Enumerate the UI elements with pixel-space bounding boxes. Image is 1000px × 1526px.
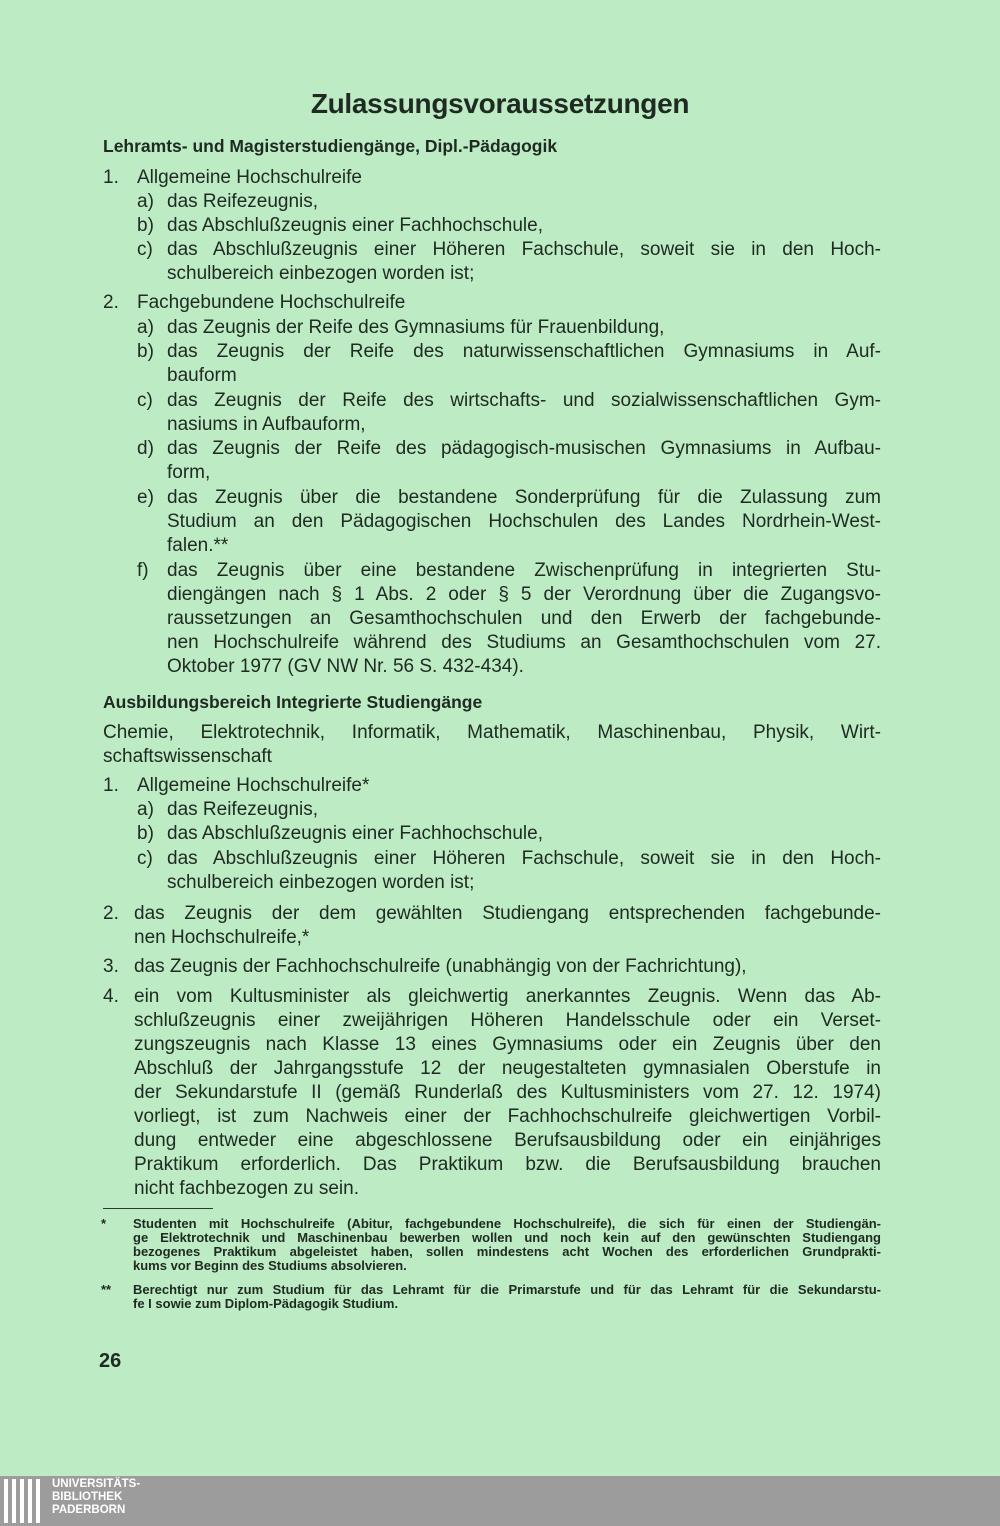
- sub-item-text: das Reifezeugnis,: [167, 799, 319, 820]
- list-item-text: dung entweder eine abgeschlossene Berufsausbildung oder ein einjähriges: [134, 1130, 881, 1151]
- sub-item-text: das Zeugnis über eine bestandene Zwischenprüfung in integrierten Stu-: [167, 560, 881, 581]
- sub-item-text: das Zeugnis der Reife des naturwissenschaftlichen Gymnasiums in Auf-: [167, 341, 881, 362]
- sub-item-text: das Reifezeugnis,: [167, 191, 319, 212]
- page-title: Zulassungsvoraussetzungen: [310, 88, 690, 119]
- list-item-heading: Allgemeine Hochschulreife: [137, 167, 362, 188]
- list-item-text: zungszeugnis nach Klasse 13 eines Gymnasiums oder ein Zeugnis über den: [134, 1034, 881, 1055]
- list-number: 3.: [103, 956, 119, 977]
- sub-item-label: f): [137, 560, 149, 581]
- library-name-line: BIBLIOTHEK: [52, 1491, 123, 1503]
- sub-item-label: c): [137, 239, 153, 260]
- sub-item-text: Studium an den Pädagogischen Hochschulen des Landes Nordrhein-West-: [167, 511, 881, 532]
- list-number: 1.: [103, 775, 119, 796]
- sub-item-text: das Zeugnis der Reife des wirtschafts- und sozialwissenschaftlichen Gym-: [167, 390, 881, 411]
- list-item-text: der Sekundarstufe II (gemäß Runderlaß des Kultusministers vom 27. 12. 1974): [134, 1082, 881, 1103]
- sub-item-text: raussetzungen an Gesamthochschulen und den Erwerb der fachgebunde-: [167, 608, 881, 629]
- list-item-heading: Fachgebundene Hochschulreife: [137, 292, 406, 313]
- sub-item-text: falen.**: [167, 535, 229, 556]
- section-heading-integrierte: Ausbildungsbereich Integrierte Studiengänge: [103, 692, 483, 712]
- sub-item-text: das Abschlußzeugnis einer Fachhochschule,: [167, 823, 544, 844]
- sub-item-text: diengängen nach § 1 Abs. 2 oder § 5 der Verordnung über die Zugangsvo-: [167, 584, 881, 605]
- footnote-text: Berechtigt nur zum Studium für das Lehramt für die Primarstufe und für das Lehramt für die Sekundarstu-: [133, 1282, 881, 1297]
- sub-item-text: bauform: [167, 365, 237, 386]
- list-number: 4.: [103, 986, 119, 1007]
- list-number: 1.: [103, 167, 119, 188]
- footnote-text: Studenten mit Hochschulreife (Abitur, fachgebundene Hochschulreife), die sich für einen der Studiengän-: [133, 1216, 881, 1231]
- sub-item-label: c): [137, 390, 153, 411]
- library-logo-icon: [4, 1479, 48, 1523]
- list-item-text: Abschluß der Jahrgangsstufe 12 der neugestalteten gymnasialen Oberstufe in: [134, 1058, 881, 1079]
- footnote-text: fe I sowie zum Diplom-Pädagogik Studium.: [133, 1296, 399, 1311]
- sub-item-text: das Zeugnis über die bestandene Sonderprüfung für die Zulassung zum: [167, 487, 881, 508]
- list-number: 2.: [103, 292, 119, 313]
- sub-item-text: das Abschlußzeugnis einer Fachhochschule,: [167, 215, 544, 236]
- list-item-text: schlußzeugnis einer zweijährigen Höheren Handelsschule oder ein Verset-: [134, 1010, 881, 1031]
- list-item-text: das Zeugnis der Fachhochschulreife (unabhängig von der Fachrichtung),: [134, 956, 747, 977]
- sub-item-label: a): [137, 191, 154, 212]
- sub-item-label: a): [137, 317, 154, 338]
- sub-item-label: b): [137, 823, 154, 844]
- sub-item-text: das Abschlußzeugnis einer Höheren Fachschule, soweit sie in den Hoch-: [167, 848, 881, 869]
- sub-item-text: form,: [167, 462, 211, 483]
- footnote-divider: [103, 1208, 213, 1209]
- list-item-text: vorliegt, ist zum Nachweis einer der Fachhochschulreife gleichwertigen Vorbil-: [134, 1106, 881, 1127]
- list-item-text: Praktikum erforderlich. Das Praktikum bzw. die Berufsausbildung brauchen: [134, 1154, 881, 1175]
- footnote-text: kums vor Beginn des Studiums absolvieren.: [133, 1258, 407, 1273]
- sub-item-label: b): [137, 341, 154, 362]
- section-intro: Chemie, Elektrotechnik, Informatik, Mathematik, Maschinenbau, Physik, Wirt-: [103, 722, 881, 743]
- library-name-line: PADERBORN: [52, 1504, 126, 1516]
- library-footer: [0, 1476, 1000, 1526]
- list-item-text: nicht fachbezogen zu sein.: [134, 1178, 359, 1199]
- sub-item-label: a): [137, 799, 154, 820]
- page-number: 26: [99, 1350, 122, 1372]
- list-item-text: das Zeugnis der dem gewählten Studiengang entsprechenden fachgebunde-: [134, 903, 881, 924]
- footnote-mark: **: [101, 1282, 112, 1297]
- section-heading-lehramt: Lehramts- und Magisterstudiengänge, Dipl.-Pädagogik: [103, 136, 558, 156]
- footnote-text: bezogenes Praktikum abgeleistet haben, sollen mindestens acht Wochen des erforderlichen Grundprakti-: [133, 1244, 881, 1259]
- sub-item-text: schulbereich einbezogen worden ist;: [167, 263, 475, 284]
- footnote-mark: *: [101, 1216, 107, 1231]
- section-intro: schaftswissenschaft: [103, 746, 272, 767]
- sub-item-text: das Abschlußzeugnis einer Höheren Fachschule, soweit sie in den Hoch-: [167, 239, 881, 260]
- sub-item-label: d): [137, 438, 154, 459]
- sub-item-text: nasiums in Aufbauform,: [167, 414, 366, 435]
- library-name: [52, 1478, 140, 1517]
- list-item-heading: Allgemeine Hochschulreife*: [137, 775, 370, 796]
- sub-item-text: schulbereich einbezogen worden ist;: [167, 872, 475, 893]
- sub-item-label: c): [137, 848, 153, 869]
- list-number: 2.: [103, 903, 119, 924]
- sub-item-text: Oktober 1977 (GV NW Nr. 56 S. 432-434).: [167, 656, 524, 677]
- list-item-text: ein vom Kultusminister als gleichwertig anerkanntes Zeugnis. Wenn das Ab-: [134, 986, 881, 1007]
- list-item-text: nen Hochschulreife,*: [134, 927, 310, 948]
- sub-item-label: b): [137, 215, 154, 236]
- sub-item-label: e): [137, 487, 154, 508]
- library-name-line: UNIVERSITÄTS-: [52, 1478, 141, 1490]
- sub-item-text: nen Hochschulreife während des Studiums an Gesamthochschulen vom 27.: [167, 632, 881, 653]
- sub-item-text: das Zeugnis der Reife des Gymnasiums für Frauenbildung,: [167, 317, 665, 338]
- sub-item-text: das Zeugnis der Reife des pädagogisch-musischen Gymnasiums in Aufbau-: [167, 438, 881, 459]
- footnote-text: ge Elektrotechnik und Maschinenbau bewerben wollen und noch kein auf den gewünschten Studiengang: [133, 1230, 881, 1245]
